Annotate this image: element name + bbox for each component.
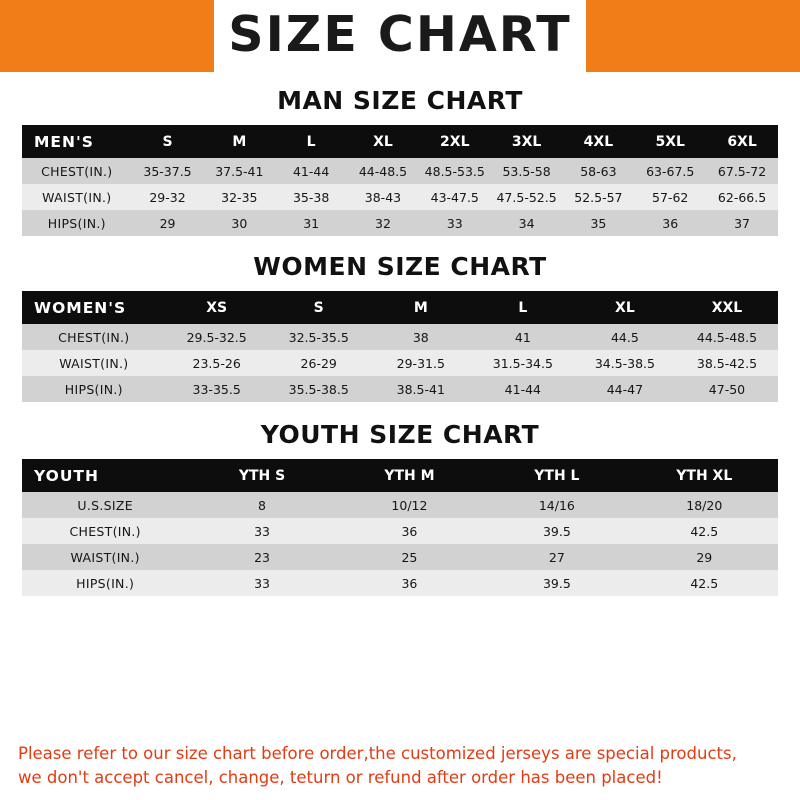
man-row-1-v0: 29-32 [132,184,204,210]
table-row [22,376,778,402]
table-row [22,184,778,210]
women-row-0-v1: 32.5-35.5 [268,324,370,350]
man-col-6: 4XL [562,125,634,158]
man-row-1-v3: 38-43 [347,184,419,210]
women-col-1: S [268,291,370,324]
youth-row-2-label: WAIST(IN.) [22,544,188,570]
man-row-2-v2: 31 [275,210,347,236]
youth-row-1-v3: 42.5 [631,518,778,544]
youth-row-0-v2: 14/16 [483,492,630,518]
man-row-0-v6: 58-63 [562,158,634,184]
man-row-1-v8: 62-66.5 [706,184,778,210]
youth-row-3-v0: 33 [188,570,335,596]
man-size-table [22,125,778,236]
man-row-0-v2: 41-44 [275,158,347,184]
women-col-3: L [472,291,574,324]
man-col-8: 6XL [706,125,778,158]
women-row-2-v5: 47-50 [676,376,778,402]
man-row-1-v5: 47.5-52.5 [491,184,563,210]
man-row-2-v4: 33 [419,210,491,236]
youth-row-0-v0: 8 [188,492,335,518]
table-header-row [22,291,778,324]
man-col-4: 2XL [419,125,491,158]
youth-header-label: YOUTH [22,459,188,492]
table-row [22,158,778,184]
man-col-0: S [132,125,204,158]
women-row-2-v3: 41-44 [472,376,574,402]
man-row-1-v1: 32-35 [203,184,275,210]
youth-row-0-v3: 18/20 [631,492,778,518]
youth-row-1-label: CHEST(IN.) [22,518,188,544]
man-col-1: M [203,125,275,158]
women-row-2-v1: 35.5-38.5 [268,376,370,402]
table-header-row [22,125,778,158]
man-header-label: MEN'S [22,125,132,158]
man-row-0-v7: 63-67.5 [634,158,706,184]
women-row-0-v0: 29.5-32.5 [166,324,268,350]
women-row-0-v5: 44.5-48.5 [676,324,778,350]
women-row-2-label: HIPS(IN.) [22,376,166,402]
women-col-4: XL [574,291,676,324]
man-row-1-v4: 43-47.5 [419,184,491,210]
women-row-0-v2: 38 [370,324,472,350]
man-row-0-v0: 35-37.5 [132,158,204,184]
table-row [22,210,778,236]
man-section-title: MAN SIZE CHART [277,86,523,115]
man-col-7: 5XL [634,125,706,158]
man-row-1-v7: 57-62 [634,184,706,210]
women-row-0-label: CHEST(IN.) [22,324,166,350]
youth-row-3-v3: 42.5 [631,570,778,596]
table-row [22,492,778,518]
women-header-label: WOMEN'S [22,291,166,324]
women-row-1-v2: 29-31.5 [370,350,472,376]
women-section-title: WOMEN SIZE CHART [253,252,547,281]
women-col-5: XXL [676,291,778,324]
women-size-table [22,291,778,402]
man-row-0-v4: 48.5-53.5 [419,158,491,184]
header-band [0,0,800,72]
youth-row-2-v1: 25 [336,544,483,570]
youth-row-2-v0: 23 [188,544,335,570]
youth-row-0-v1: 10/12 [336,492,483,518]
man-row-0-v1: 37.5-41 [203,158,275,184]
youth-col-3: YTH XL [631,459,778,492]
table-row [22,570,778,596]
youth-size-table [22,459,778,596]
youth-col-1: YTH M [336,459,483,492]
women-row-1-v0: 23.5-26 [166,350,268,376]
man-row-0-v8: 67.5-72 [706,158,778,184]
man-row-0-label: CHEST(IN.) [22,158,132,184]
youth-row-1-v1: 36 [336,518,483,544]
women-row-1-label: WAIST(IN.) [22,350,166,376]
footer-note-line-2: we don't accept cancel, change, teturn or refund after order has been placed! [18,768,663,788]
man-row-2-v3: 32 [347,210,419,236]
chart-content [0,72,800,734]
man-row-2-v8: 37 [706,210,778,236]
youth-row-3-label: HIPS(IN.) [22,570,188,596]
women-row-1-v1: 26-29 [268,350,370,376]
man-row-1-v6: 52.5-57 [562,184,634,210]
youth-row-2-v3: 29 [631,544,778,570]
man-row-0-v5: 53.5-58 [491,158,563,184]
man-row-0-v3: 44-48.5 [347,158,419,184]
women-row-0-v3: 41 [472,324,574,350]
table-row [22,324,778,350]
women-col-0: XS [166,291,268,324]
man-row-1-label: WAIST(IN.) [22,184,132,210]
women-row-1-v3: 31.5-34.5 [472,350,574,376]
man-col-5: 3XL [491,125,563,158]
table-row [22,544,778,570]
footer-note [0,734,800,800]
man-row-2-label: HIPS(IN.) [22,210,132,236]
women-row-1-v4: 34.5-38.5 [574,350,676,376]
youth-row-3-v2: 39.5 [483,570,630,596]
women-row-2-v4: 44-47 [574,376,676,402]
youth-row-2-v2: 27 [483,544,630,570]
page-title: SIZE CHART [228,6,572,63]
women-col-2: M [370,291,472,324]
man-row-2-v1: 30 [203,210,275,236]
man-col-2: L [275,125,347,158]
youth-row-0-label: U.S.SIZE [22,492,188,518]
man-row-2-v6: 35 [562,210,634,236]
man-col-3: XL [347,125,419,158]
youth-col-0: YTH S [188,459,335,492]
youth-row-1-v2: 39.5 [483,518,630,544]
women-row-1-v5: 38.5-42.5 [676,350,778,376]
table-header-row [22,459,778,492]
man-row-2-v5: 34 [491,210,563,236]
women-row-2-v0: 33-35.5 [166,376,268,402]
man-row-2-v7: 36 [634,210,706,236]
women-row-0-v4: 44.5 [574,324,676,350]
man-row-2-v0: 29 [132,210,204,236]
footer-note-line-1: Please refer to our size chart before order,the customized jerseys are special products, [18,744,737,764]
table-row [22,350,778,376]
women-row-2-v2: 38.5-41 [370,376,472,402]
man-row-1-v2: 35-38 [275,184,347,210]
youth-row-3-v1: 36 [336,570,483,596]
youth-section-title: YOUTH SIZE CHART [260,420,540,449]
table-row [22,518,778,544]
youth-row-1-v0: 33 [188,518,335,544]
youth-col-2: YTH L [483,459,630,492]
